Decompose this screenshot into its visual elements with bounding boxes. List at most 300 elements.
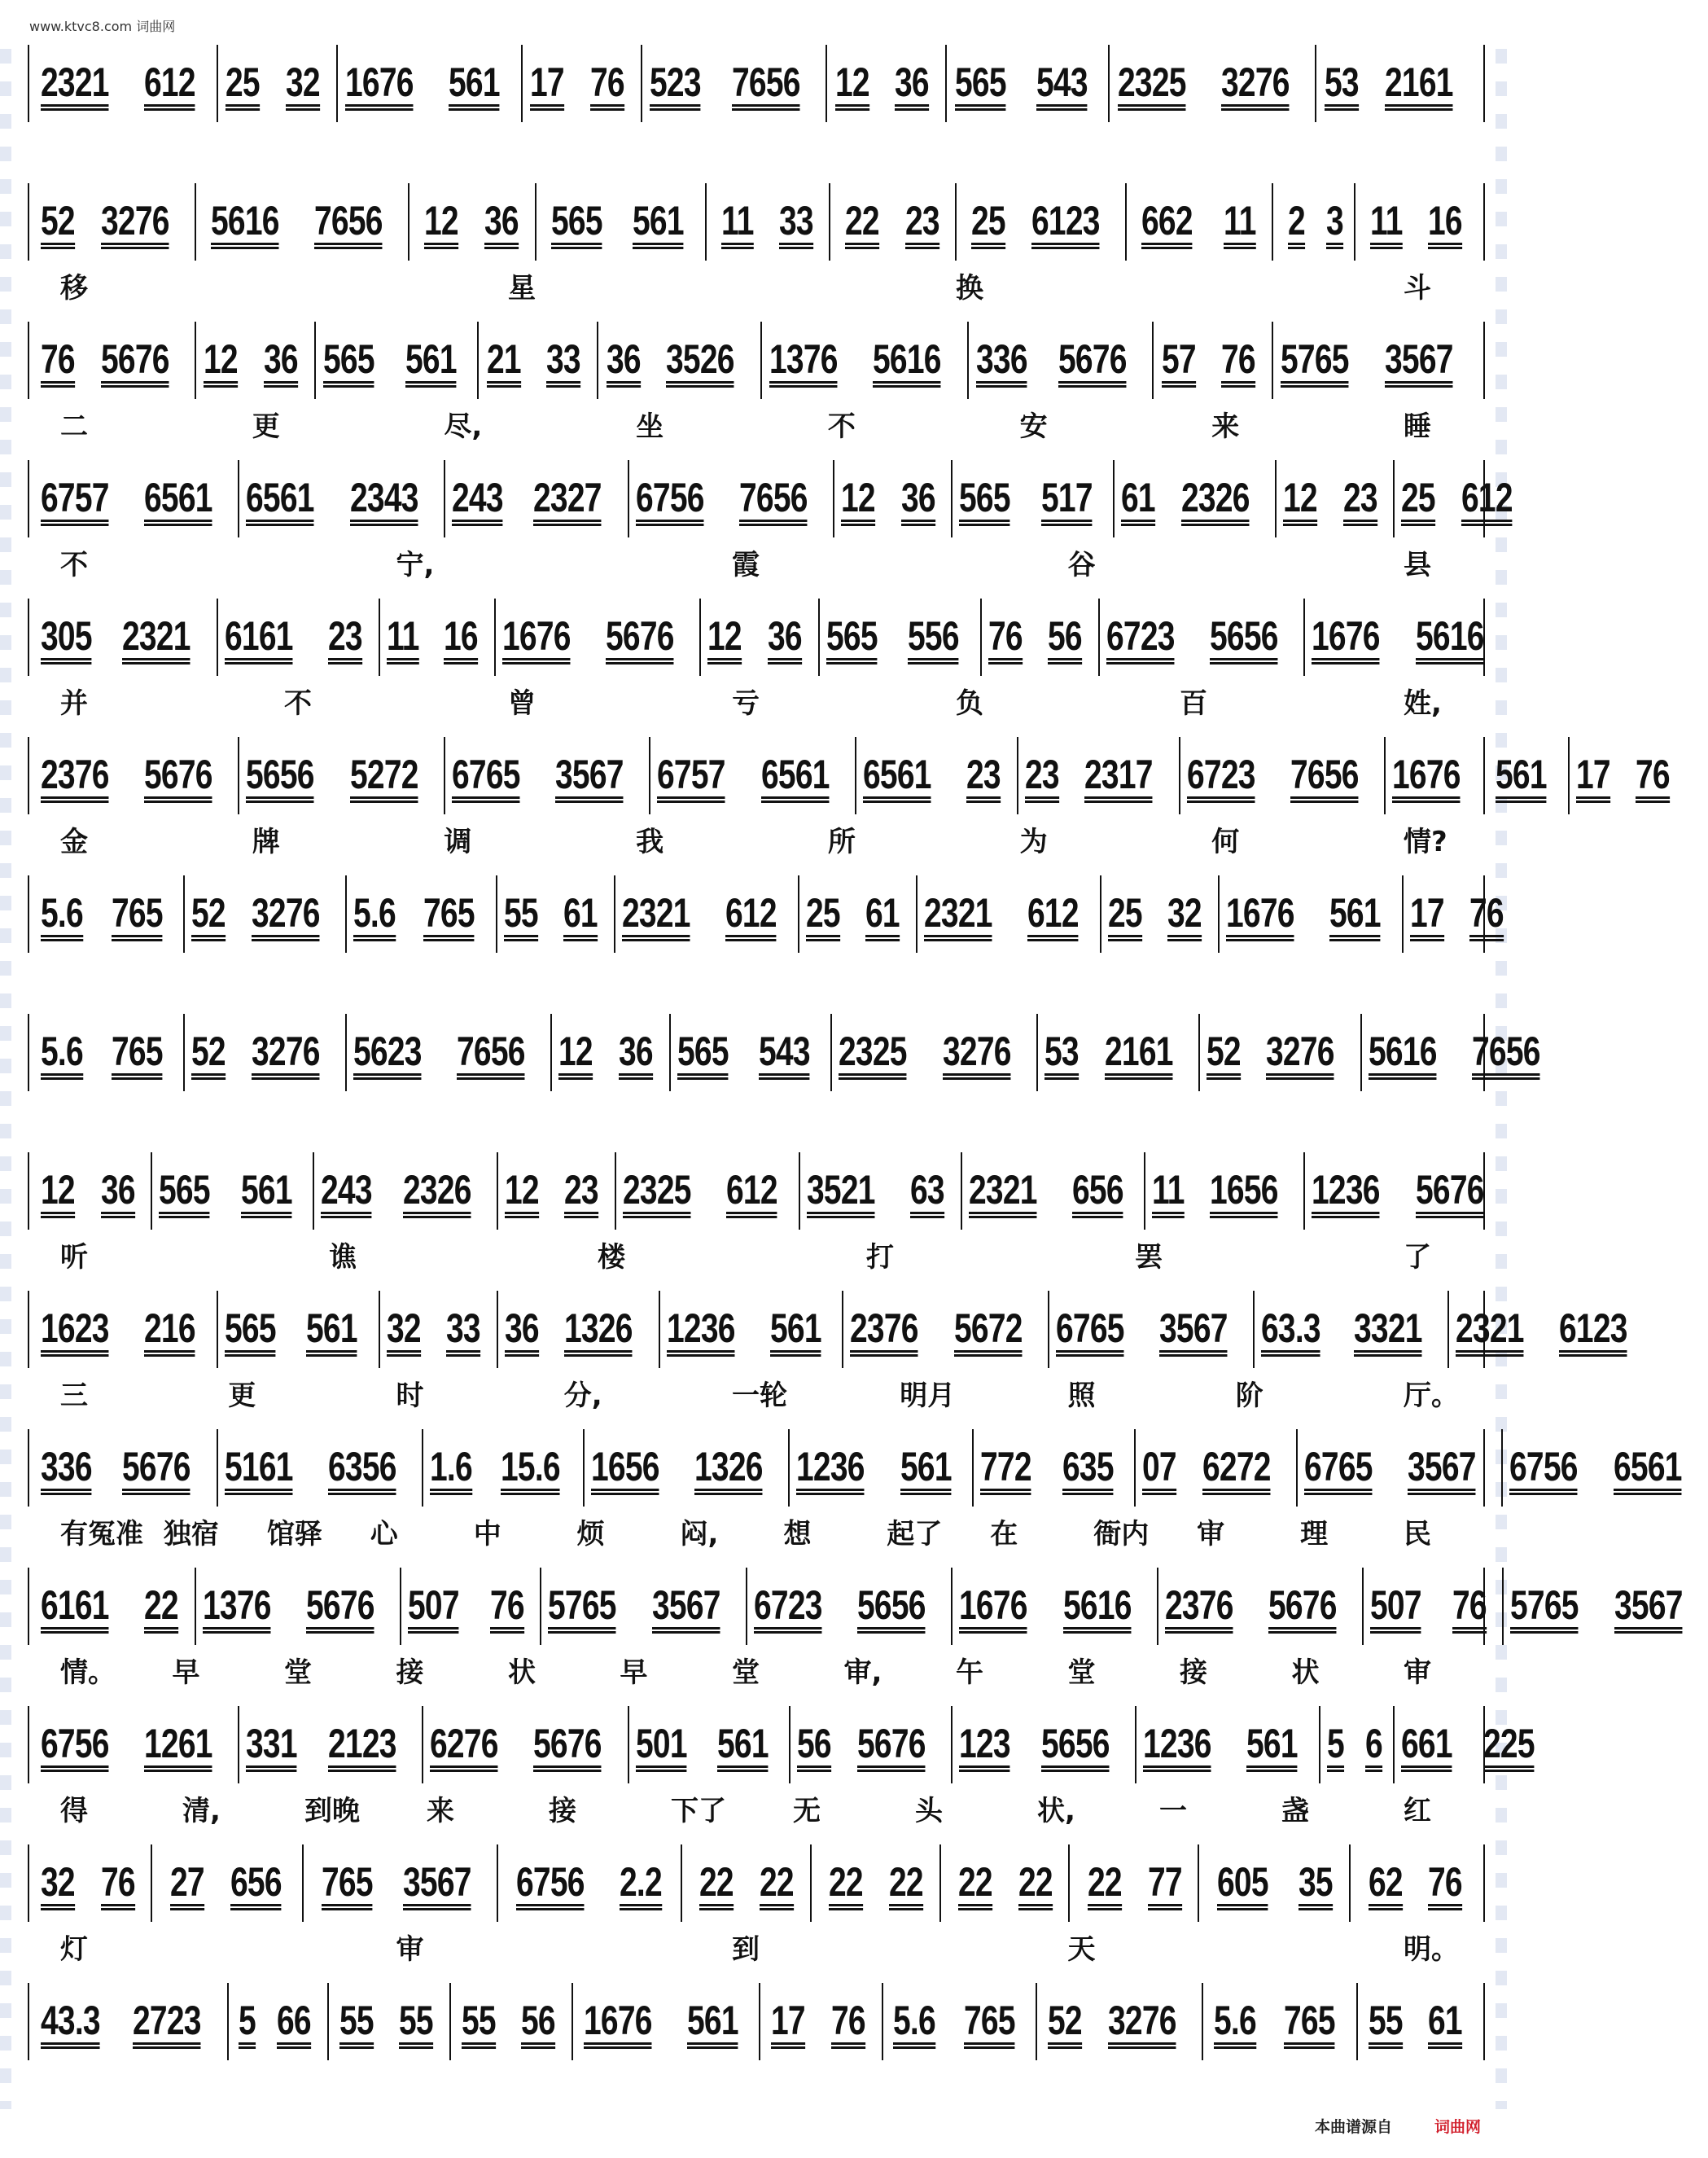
lyric-text: 审 <box>1404 1656 1431 1689</box>
measure <box>747 1568 953 1645</box>
lyric-text: 分, <box>563 1379 602 1412</box>
note-group: 123 <box>959 1723 1010 1772</box>
measure <box>1207 1983 1358 2060</box>
measure <box>347 1014 552 1091</box>
note-group: 63 <box>910 1169 944 1218</box>
measure <box>510 1844 682 1922</box>
note-group: 32 <box>286 62 320 111</box>
note-group: 2376 <box>850 1308 918 1357</box>
note-group: 21 <box>487 339 521 388</box>
measure <box>965 183 1127 261</box>
note-group: 565 <box>225 1308 276 1357</box>
measure <box>962 1152 1146 1230</box>
score-line <box>28 1983 1485 2121</box>
note-group: 3276 <box>1266 1031 1334 1080</box>
note-group: 11 <box>1224 200 1256 249</box>
note-group: 6723 <box>1187 754 1255 803</box>
note-group: 1236 <box>667 1308 735 1357</box>
note-group: 5676 <box>101 339 169 388</box>
score-line <box>28 183 1485 322</box>
lyric-row <box>28 1927 1485 1972</box>
note-group: 507 <box>1370 1585 1421 1634</box>
note-group: 5.6 <box>41 893 83 941</box>
lyric-text: 我 <box>636 826 664 858</box>
measure <box>1395 460 1533 537</box>
measure <box>445 737 650 814</box>
note-group: 556 <box>908 616 959 665</box>
measure <box>1158 1568 1364 1645</box>
note-group: 33 <box>546 339 580 388</box>
note-group: 2376 <box>1165 1585 1233 1634</box>
note-group: 76 <box>988 616 1023 665</box>
score-line <box>28 1706 1535 1844</box>
note-group: 27 <box>170 1862 204 1910</box>
note-group: 33 <box>779 200 813 249</box>
lyric-text: 烦 <box>576 1518 605 1551</box>
note-group: 565 <box>551 200 602 249</box>
lyric-text: 宁, <box>396 549 435 581</box>
note-group: 561 <box>241 1169 292 1218</box>
note-group: 25 <box>971 200 1005 249</box>
measure <box>790 1706 953 1783</box>
measure <box>671 1014 833 1091</box>
measure <box>856 737 1018 814</box>
note-group: 2321 <box>622 893 690 941</box>
note-group: 36 <box>101 1169 135 1218</box>
measure <box>1364 1568 1504 1645</box>
note-group: 76 <box>490 1585 524 1634</box>
note-group: 331 <box>246 1723 297 1772</box>
note-group: 5161 <box>225 1446 293 1495</box>
note-group: 6161 <box>41 1585 109 1634</box>
note-group: 33 <box>446 1308 480 1357</box>
note-group: 543 <box>759 1031 810 1080</box>
note-group: 6723 <box>754 1585 822 1634</box>
note-group: 5672 <box>954 1308 1023 1357</box>
note-group: 2326 <box>1181 477 1250 526</box>
measure <box>34 875 185 953</box>
lyric-text: 一轮 <box>732 1379 787 1412</box>
note-group: 1.6 <box>430 1446 472 1495</box>
measure <box>629 460 834 537</box>
measure <box>1504 1568 1707 1645</box>
lyric-text: 想 <box>783 1518 812 1551</box>
measure <box>1049 1291 1255 1368</box>
note-group: 612 <box>1027 893 1079 941</box>
note-group: 243 <box>452 477 503 526</box>
note-group: 23 <box>564 1169 598 1218</box>
lyric-text: 霞 <box>732 549 760 581</box>
lyric-text: 民 <box>1404 1518 1431 1551</box>
measure <box>541 1568 747 1645</box>
note-group: 3567 <box>1614 1585 1683 1634</box>
lyric-text: 一 <box>1159 1795 1187 1827</box>
lyric-row <box>28 958 1485 1002</box>
measure <box>239 737 445 814</box>
note-group: 23 <box>905 200 939 249</box>
footer-site-label: 词曲网 <box>1434 2118 1482 2136</box>
note-group: 11 <box>387 616 419 665</box>
lyric-text: 到晚 <box>304 1795 360 1827</box>
note-group: 6561 <box>863 754 931 803</box>
jianpu-score <box>28 45 1683 2121</box>
measure <box>800 1152 962 1230</box>
measure <box>952 1844 1070 1922</box>
lyric-text: 阶 <box>1235 1379 1263 1412</box>
measure <box>970 322 1154 399</box>
lyric-text: 接 <box>396 1656 424 1689</box>
measure <box>1395 1706 1555 1783</box>
note-group: 12 <box>558 1031 593 1080</box>
note-group: 61 <box>1121 477 1155 526</box>
note-group: 6757 <box>657 754 725 803</box>
note-group: 1326 <box>694 1446 763 1495</box>
measure-row <box>28 1568 1683 1645</box>
lyric-text: 早 <box>172 1656 200 1689</box>
measure <box>918 875 1101 953</box>
lyric-text: 心 <box>370 1518 398 1551</box>
measure <box>1038 1014 1200 1091</box>
note-group: 55 <box>462 2000 496 2049</box>
score-line <box>28 460 1513 599</box>
note-group: 501 <box>636 1723 687 1772</box>
note-group: 1676 <box>1392 754 1461 803</box>
lyric-text: 时 <box>396 1379 424 1412</box>
note-group: 2325 <box>623 1169 691 1218</box>
lyric-text: 亏 <box>732 687 760 720</box>
note-group: 5.6 <box>893 2000 935 2049</box>
note-group: 55 <box>339 2000 374 2049</box>
note-group: 5616 <box>873 339 941 388</box>
measure <box>1449 1291 1653 1368</box>
note-group: 2161 <box>1385 62 1453 111</box>
measure <box>423 1706 628 1783</box>
measure <box>715 183 830 261</box>
measure <box>314 1152 498 1230</box>
note-group: 6123 <box>1559 1308 1627 1357</box>
note-group: 57 <box>1162 339 1196 388</box>
measure <box>401 1568 541 1645</box>
note-group: 52 <box>1048 2000 1082 2049</box>
note-group: 17 <box>530 62 564 111</box>
note-group: 43.3 <box>41 2000 100 2049</box>
note-group: 336 <box>41 1446 92 1495</box>
note-group: 11 <box>1152 1169 1185 1218</box>
lyric-text: 有冤准 <box>60 1518 143 1551</box>
note-group: 1376 <box>203 1585 271 1634</box>
lyric-text: 在 <box>990 1518 1018 1551</box>
measure <box>1180 737 1386 814</box>
note-group: 7656 <box>732 62 800 111</box>
measure <box>1220 875 1404 953</box>
measure <box>616 1152 800 1230</box>
measure <box>660 1291 844 1368</box>
measure <box>1136 1706 1320 1783</box>
lyric-text: 并 <box>60 687 88 720</box>
note-group: 1676 <box>502 616 571 665</box>
note-group: 5616 <box>1416 616 1484 665</box>
note-group: 32 <box>387 1308 421 1357</box>
lyric-text: 睡 <box>1404 410 1431 443</box>
note-group: 523 <box>650 62 701 111</box>
lyric-text: 接 <box>549 1795 576 1827</box>
note-group: 1676 <box>959 1585 1027 1634</box>
note-group: 5.6 <box>1214 2000 1256 2049</box>
note-group: 3276 <box>252 1031 320 1080</box>
note-group: 5623 <box>353 1031 422 1080</box>
measure-row <box>28 1291 1627 1368</box>
lyric-text: 堂 <box>1067 1656 1096 1689</box>
note-group: 2321 <box>122 616 191 665</box>
measure <box>34 1014 185 1091</box>
note-group: 76 <box>1469 893 1504 941</box>
note-group: 561 <box>717 1723 769 1772</box>
measure <box>1200 1014 1362 1091</box>
note-group: 635 <box>1062 1446 1114 1495</box>
measure <box>585 1429 790 1507</box>
note-group: 77 <box>1148 1862 1182 1910</box>
note-group: 5616 <box>1369 1031 1437 1080</box>
note-group: 16 <box>444 616 478 665</box>
lyric-text: 到 <box>732 1933 760 1966</box>
note-group: 25 <box>1401 477 1435 526</box>
measure <box>218 599 380 676</box>
lyric-text: 情? <box>1404 826 1447 858</box>
score-line <box>28 1014 1540 1152</box>
note-group: 6561 <box>761 754 830 803</box>
note-group: 76 <box>590 62 624 111</box>
note-group: 76 <box>831 2000 865 2049</box>
lyric-text: 早 <box>620 1656 648 1689</box>
note-group: 61 <box>563 893 598 941</box>
measure <box>219 45 337 122</box>
note-group: 56 <box>1048 616 1082 665</box>
lyric-text: 姓, <box>1404 687 1442 720</box>
measure <box>480 322 598 399</box>
note-group: 5676 <box>1268 1585 1337 1634</box>
measure <box>887 1983 1037 2060</box>
measure <box>34 1983 229 2060</box>
note-group: 561 <box>306 1308 357 1357</box>
measure <box>1081 1844 1199 1922</box>
lyric-row <box>28 265 1485 310</box>
note-group: 336 <box>976 339 1027 388</box>
measure <box>974 1429 1136 1507</box>
note-group: 765 <box>112 893 163 941</box>
score-line <box>28 1568 1683 1706</box>
note-group: 5616 <box>211 200 279 249</box>
note-group: 52 <box>191 893 226 941</box>
lyric-text: 所 <box>827 826 856 858</box>
measure <box>380 1291 498 1368</box>
note-group: 56 <box>797 1723 831 1772</box>
note-group: 565 <box>323 339 374 388</box>
lyric-text: 无 <box>793 1795 821 1827</box>
note-group: 1623 <box>41 1308 109 1357</box>
measure <box>1503 1429 1706 1507</box>
measure <box>34 1844 152 1922</box>
note-group: 5676 <box>144 754 212 803</box>
note-group: 561 <box>1496 754 1547 803</box>
note-group: 62 <box>1369 1862 1403 1910</box>
note-group: 561 <box>900 1446 952 1495</box>
measure <box>1364 183 1478 261</box>
note-group: 2161 <box>1105 1031 1173 1080</box>
lyric-text: 下了 <box>671 1795 726 1827</box>
measure <box>34 737 239 814</box>
lyric-text: 中 <box>473 1518 501 1551</box>
note-group: 561 <box>405 339 457 388</box>
measure-row <box>28 322 1485 399</box>
measure <box>197 322 315 399</box>
measure <box>843 1291 1049 1368</box>
note-group: 11 <box>1370 200 1403 249</box>
measure <box>953 1568 1158 1645</box>
measure <box>34 1291 218 1368</box>
note-group: 2321 <box>1456 1308 1524 1357</box>
note-group: 23 <box>1025 754 1059 803</box>
measure <box>1101 875 1220 953</box>
note-group: 772 <box>980 1446 1031 1495</box>
note-group: 22 <box>144 1585 178 1634</box>
measure <box>218 1291 380 1368</box>
note-group: 6356 <box>328 1446 396 1495</box>
measure <box>1318 45 1478 122</box>
note-group: 3276 <box>101 200 169 249</box>
note-group: 565 <box>159 1169 210 1218</box>
lyric-row <box>28 1788 1485 1833</box>
lyric-text: 何 <box>1211 826 1240 858</box>
measure <box>498 1152 616 1230</box>
note-group: 5676 <box>857 1723 926 1772</box>
lyric-text: 馆驿 <box>266 1518 322 1551</box>
lyric-text: 尽, <box>444 410 483 443</box>
note-group: 12 <box>204 339 238 388</box>
note-group: 6757 <box>41 477 109 526</box>
lyric-text: 接 <box>1180 1656 1207 1689</box>
measure <box>829 45 947 122</box>
note-group: 3521 <box>807 1169 875 1218</box>
note-group: 22 <box>760 1862 794 1910</box>
note-group: 3 <box>1326 200 1343 249</box>
measure-row <box>28 1014 1540 1091</box>
note-group: 7656 <box>457 1031 525 1080</box>
note-group: 543 <box>1036 62 1088 111</box>
score-line <box>28 45 1485 183</box>
measure <box>34 322 196 399</box>
measure <box>948 45 1110 122</box>
note-group: 6561 <box>144 477 212 526</box>
lyric-row <box>28 819 1485 864</box>
lyric-text: 红 <box>1404 1795 1431 1827</box>
note-group: 52 <box>41 200 75 249</box>
measure-row <box>28 45 1485 122</box>
measure <box>239 460 445 537</box>
measure-row <box>28 183 1485 261</box>
note-group: 2321 <box>41 62 109 111</box>
note-group: 6765 <box>452 754 520 803</box>
note-group: 2 <box>1288 200 1305 249</box>
note-group: 22 <box>958 1862 992 1910</box>
note-group: 66 <box>277 2000 311 2049</box>
note-group: 3567 <box>652 1585 720 1634</box>
measure <box>1277 460 1395 537</box>
measure <box>832 1014 1037 1091</box>
note-group: 3276 <box>1108 2000 1176 2049</box>
note-group: 305 <box>41 616 92 665</box>
note-group: 5 <box>239 2000 256 2049</box>
note-group: 5.6 <box>353 893 396 941</box>
note-group: 243 <box>321 1169 372 1218</box>
note-group: 11 <box>721 200 754 249</box>
note-group: 561 <box>633 200 684 249</box>
note-group: 17 <box>771 2000 805 2049</box>
note-group: 16 <box>1428 200 1462 249</box>
lyric-row <box>28 681 1485 726</box>
measure <box>445 460 629 537</box>
measure <box>34 599 218 676</box>
note-group: 605 <box>1217 1862 1268 1910</box>
lyric-row <box>28 1650 1485 1695</box>
note-group: 561 <box>449 62 500 111</box>
note-group: 5676 <box>1058 339 1127 388</box>
measure-row <box>28 1152 1485 1230</box>
note-group: 56 <box>521 2000 555 2049</box>
lyric-text: 更 <box>252 410 280 443</box>
note-group: 6723 <box>1106 616 1175 665</box>
note-group: 612 <box>1461 477 1513 526</box>
measure <box>1570 737 1686 814</box>
measure <box>380 599 496 676</box>
note-group: 2327 <box>533 477 602 526</box>
measure <box>1305 599 1509 676</box>
note-group: 1236 <box>1143 1723 1211 1772</box>
note-group: 6756 <box>41 1723 109 1772</box>
note-group: 61 <box>865 893 900 941</box>
note-group: 517 <box>1041 477 1093 526</box>
measure <box>701 599 819 676</box>
note-group: 1236 <box>796 1446 865 1495</box>
site-header-url: www.ktvc8.com 词曲网 <box>29 19 176 34</box>
note-group: 22 <box>699 1862 734 1910</box>
note-group: 6756 <box>1509 1446 1578 1495</box>
note-group: 5656 <box>1041 1723 1110 1772</box>
lyric-text: 二 <box>60 410 88 443</box>
note-group: 76 <box>1428 1862 1462 1910</box>
lyric-row <box>28 404 1485 449</box>
note-group: 6756 <box>636 477 704 526</box>
note-group: 36 <box>607 339 641 388</box>
note-group: 561 <box>1246 1723 1298 1772</box>
measure <box>317 322 479 399</box>
measure <box>1100 599 1305 676</box>
measure <box>953 460 1115 537</box>
lyric-text: 审 <box>396 1933 424 1966</box>
note-group: 6561 <box>1614 1446 1682 1495</box>
note-group: 22 <box>829 1862 863 1910</box>
measure <box>1111 45 1316 122</box>
note-group: 2376 <box>41 754 109 803</box>
note-group: 216 <box>144 1308 195 1357</box>
measure <box>834 460 953 537</box>
measure <box>34 1152 152 1230</box>
measure <box>1018 737 1180 814</box>
measure <box>423 1429 585 1507</box>
note-group: 5765 <box>548 1585 616 1634</box>
lyric-text: 午 <box>956 1656 983 1689</box>
measure <box>820 599 982 676</box>
measure <box>347 875 497 953</box>
